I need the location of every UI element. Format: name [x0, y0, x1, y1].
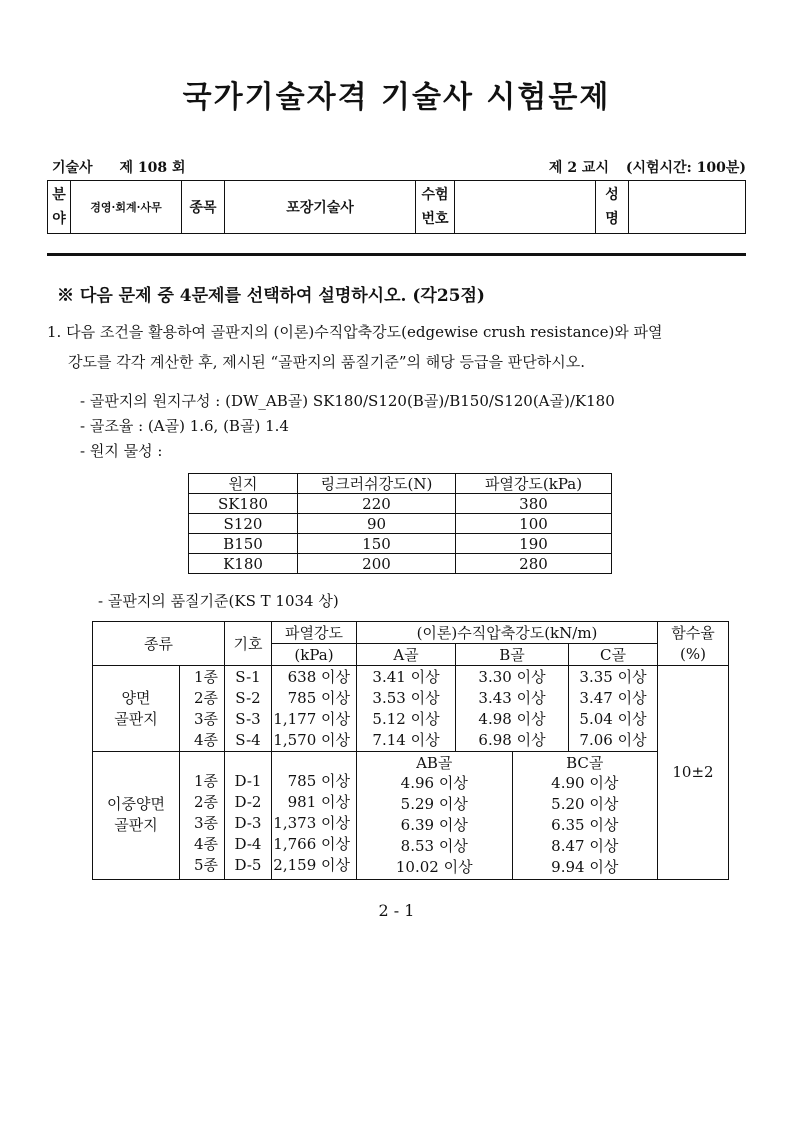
exam-type: 기술사 [52, 160, 93, 176]
table-header-row [189, 474, 612, 494]
header-burst: 파열강도 [272, 622, 357, 644]
single-c-cell [569, 666, 658, 752]
condition-item: - 원지 물성 : [80, 442, 163, 460]
double-grade-cell [180, 752, 225, 880]
header-moisture [658, 622, 729, 666]
examno-label-1: 수험 [421, 187, 449, 203]
crush-value: 6.98 이상 [478, 730, 546, 749]
question-line-1: 1. 다음 조건을 활용하여 골판지의 (이론)수직압축강도(edgewise crush resistance)와 파열 [47, 323, 663, 341]
table-row [189, 554, 612, 574]
single-wall-row [93, 666, 729, 752]
table-cell: 190 [456, 534, 612, 554]
condition-item: - 골판지의 원지구성 : (DW_AB골) SK180/S120(B골)/B150/S120(A골)/K180 [80, 392, 615, 410]
symbol: S-1 [235, 667, 261, 686]
header-symbol: 기호 [225, 622, 272, 666]
double-wall-name [93, 752, 180, 880]
crush-value: 3.43 이상 [478, 688, 546, 707]
exam-info-line [52, 157, 746, 177]
single-a-cell [357, 666, 456, 752]
grade: 4종 [193, 834, 218, 853]
condition-item: - 골조율 : (A골) 1.6, (B골) 1.4 [80, 417, 289, 435]
symbol: S-3 [235, 709, 261, 728]
grade: 3종 [193, 813, 218, 832]
name-label-1: 성 [605, 187, 619, 203]
burst-value: 2,159 이상 [273, 855, 350, 874]
header-moisture-2: (%) [680, 644, 706, 663]
question-line-2: 강도를 각각 계산한 후, 제시된 “골판지의 품질기준”의 해당 등급을 판단하시오. [68, 353, 585, 371]
examno-value[interactable] [455, 181, 596, 234]
double-symbol-cell [225, 752, 272, 880]
crush-value: 3.30 이상 [478, 667, 546, 686]
table-cell: 200 [298, 554, 456, 574]
grade: 2종 [193, 792, 218, 811]
header-type: 종류 [93, 622, 225, 666]
quality-standard-table [92, 621, 729, 880]
table-cell: 280 [456, 554, 612, 574]
crush-value: 4.90 이상 [551, 774, 619, 793]
field-label-cell [48, 181, 71, 234]
double-name-2: 골판지 [114, 816, 158, 835]
crush-value: 5.12 이상 [372, 709, 440, 728]
header-burst-unit: (kPa) [272, 644, 357, 666]
symbol: D-4 [234, 834, 262, 853]
name-label-2: 명 [605, 211, 619, 227]
grade: 1종 [193, 667, 218, 686]
burst-value: 785 이상 [287, 688, 350, 707]
instruction-text: ※ 다음 문제 중 4문제를 선택하여 설명하시오. (각25점) [57, 286, 485, 306]
examno-label-cell [416, 181, 455, 234]
header-b-flute: B골 [456, 644, 569, 666]
page-number: 2 - 1 [378, 901, 415, 920]
table-cell: K180 [189, 554, 298, 574]
burst-value: 981 이상 [287, 792, 350, 811]
exam-round: 제 108 회 [119, 160, 186, 176]
table-header-cell: 링크러쉬강도(N) [298, 474, 456, 494]
crush-value: 10.02 이상 [395, 858, 473, 877]
single-name-1: 양면 [121, 688, 151, 707]
standard-table-caption: - 골판지의 품질기준(KS T 1034 상) [98, 592, 339, 610]
grade: 3종 [193, 709, 218, 728]
crush-value: 8.53 이상 [400, 837, 468, 856]
table-cell: S120 [189, 514, 298, 534]
crush-value: 7.14 이상 [372, 730, 440, 749]
crush-value: 8.47 이상 [551, 837, 619, 856]
crush-value: 3.47 이상 [579, 688, 647, 707]
double-name-1: 이중양면 [107, 795, 165, 814]
condition-list [80, 389, 615, 464]
header-a-flute: A골 [357, 644, 456, 666]
header-ab-flute: AB골 [357, 752, 513, 774]
single-name-2: 골판지 [114, 709, 158, 728]
page-title: 국가기술자격 기술사 시험문제 [182, 80, 611, 115]
burst-value: 1,177 이상 [273, 709, 350, 728]
field-value: 경영·회계·사무 [71, 181, 182, 234]
table-cell: B150 [189, 534, 298, 554]
symbol: S-2 [235, 688, 261, 707]
crush-value: 3.41 이상 [372, 667, 440, 686]
grade: 1종 [193, 771, 218, 790]
field-label-1: 분 [52, 187, 66, 203]
name-label-cell [596, 181, 629, 234]
symbol: D-3 [234, 813, 262, 832]
grade: 4종 [193, 730, 218, 749]
double-burst-cell [272, 752, 357, 880]
symbol: D-2 [234, 792, 262, 811]
table-header-cell: 파열강도(kPa) [456, 474, 612, 494]
grade: 5종 [193, 855, 218, 874]
subject-label: 종목 [182, 181, 225, 234]
crush-value: 3.35 이상 [579, 667, 647, 686]
burst-value: 1,373 이상 [273, 813, 350, 832]
burst-value: 638 이상 [287, 667, 350, 686]
symbol: D-1 [234, 771, 262, 790]
field-label-2: 야 [52, 211, 66, 227]
single-burst-cell [272, 666, 357, 752]
crush-value: 9.94 이상 [551, 858, 619, 877]
crush-value: 5.04 이상 [579, 709, 647, 728]
crush-value: 6.39 이상 [400, 816, 468, 835]
crush-value: 5.20 이상 [551, 795, 619, 814]
crush-value: 6.35 이상 [551, 816, 619, 835]
grade: 2종 [193, 688, 218, 707]
symbol: D-5 [234, 855, 262, 874]
header-crush: (이론)수직압축강도(kN/m) [357, 622, 658, 644]
table-cell: 380 [456, 494, 612, 514]
table-row [189, 514, 612, 534]
paper-properties-table [188, 473, 612, 574]
subject-value: 포장기술사 [225, 181, 416, 234]
crush-value: 4.96 이상 [400, 774, 468, 793]
single-wall-name [93, 666, 180, 752]
examno-label-2: 번호 [421, 211, 449, 227]
table-row [189, 494, 612, 514]
header-divider [47, 253, 746, 256]
header-moisture-1: 함수율 [671, 623, 715, 642]
table-row [189, 534, 612, 554]
name-value[interactable] [629, 181, 746, 234]
table-cell: SK180 [189, 494, 298, 514]
burst-value: 785 이상 [287, 771, 350, 790]
header-c-flute: C골 [569, 644, 658, 666]
double-bc-cell [512, 773, 658, 879]
exam-header-table [47, 180, 746, 234]
crush-value: 5.29 이상 [400, 795, 468, 814]
moisture-value: 10±2 [658, 666, 729, 880]
crush-value: 3.53 이상 [372, 688, 440, 707]
table-cell: 150 [298, 534, 456, 554]
crush-value: 4.98 이상 [478, 709, 546, 728]
single-b-cell [456, 666, 569, 752]
burst-value: 1,570 이상 [273, 730, 350, 749]
burst-value: 1,766 이상 [273, 834, 350, 853]
table-cell: 100 [456, 514, 612, 534]
table-cell: 220 [298, 494, 456, 514]
double-ab-cell [357, 773, 513, 879]
exam-time-limit: (시험시간: 100분) [625, 160, 746, 176]
question-1 [47, 317, 747, 377]
header-bc-flute: BC골 [512, 752, 658, 774]
single-symbol-cell [225, 666, 272, 752]
symbol: S-4 [235, 730, 261, 749]
table-header-cell: 원지 [189, 474, 298, 494]
single-grade-cell [180, 666, 225, 752]
crush-value: 7.06 이상 [579, 730, 647, 749]
exam-session: 제 2 교시 [548, 160, 609, 176]
table-cell: 90 [298, 514, 456, 534]
